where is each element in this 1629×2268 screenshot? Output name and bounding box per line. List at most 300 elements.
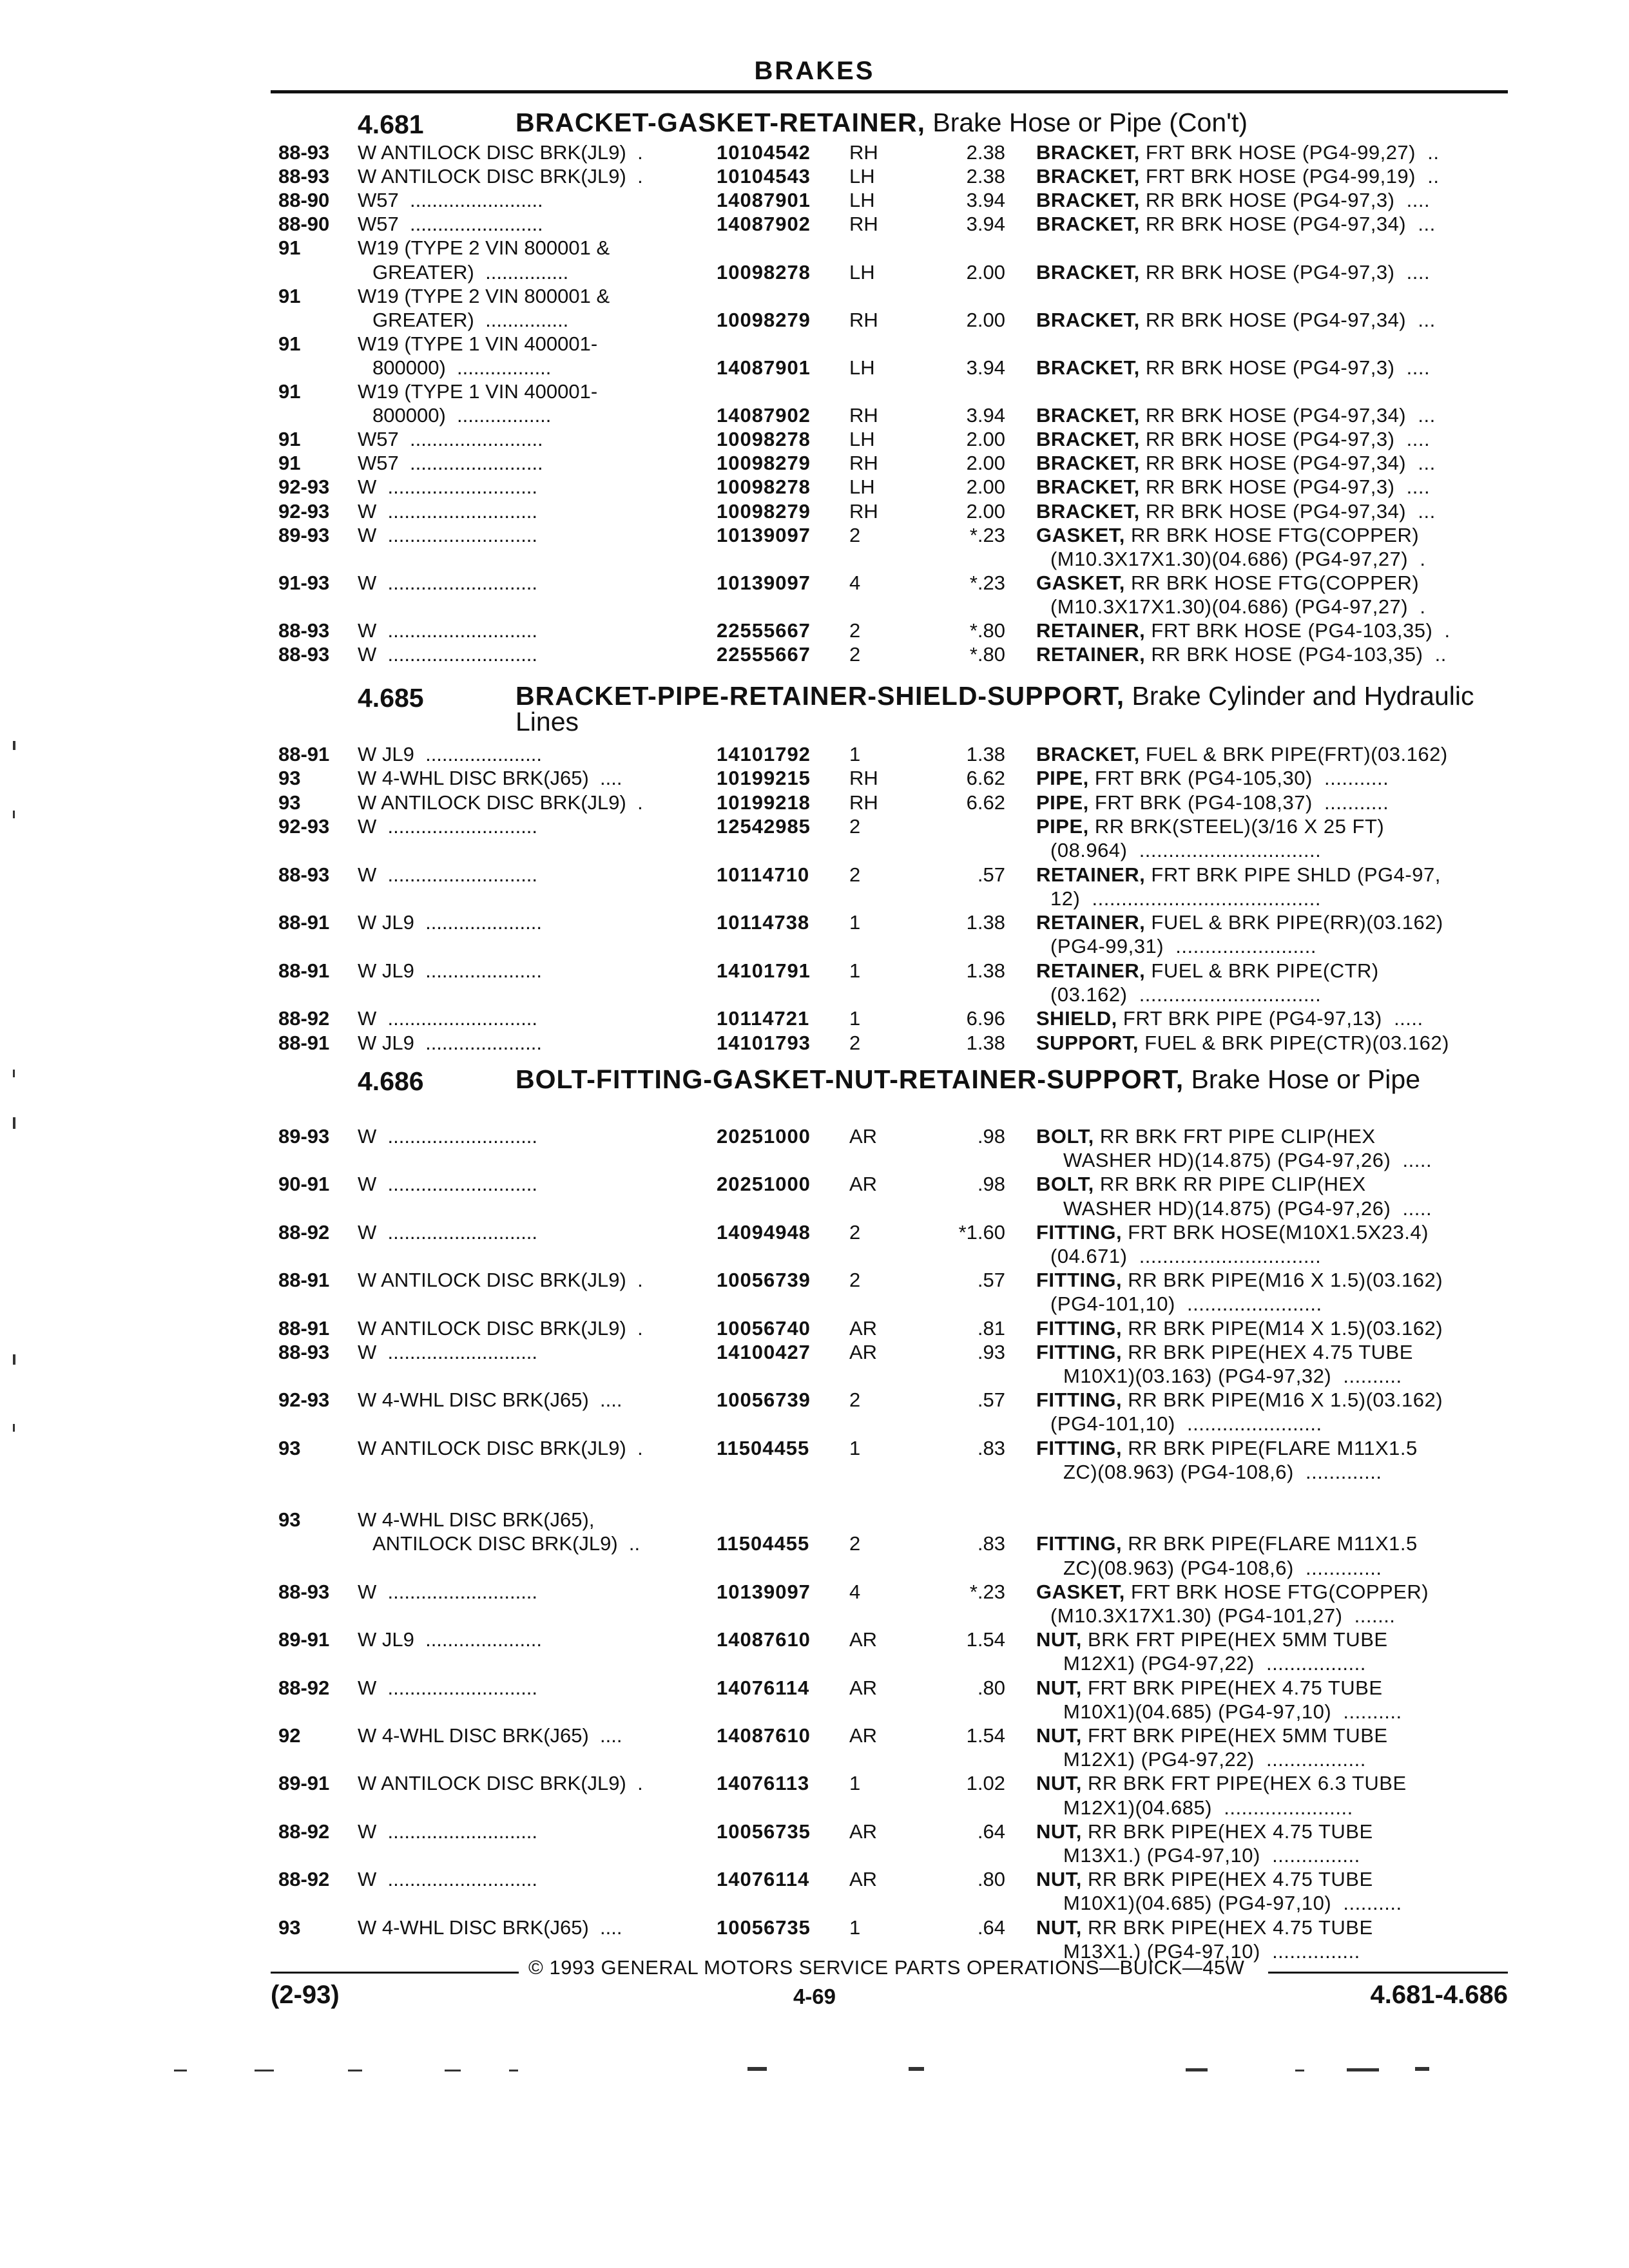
parts-row	[0, 308, 1629, 332]
part-name-continued: (PG4-99,31) ........................	[1050, 935, 1317, 958]
quantity: RH	[849, 452, 878, 475]
model-description-continued: ANTILOCK DISC BRK(JL9) ..	[372, 1532, 641, 1555]
model-description: W ...........................	[358, 476, 538, 499]
parts-row	[0, 619, 1629, 642]
price: 2.00	[966, 260, 1005, 284]
price: 1.02	[966, 1772, 1005, 1795]
part-name	[1036, 427, 1430, 451]
parts-row	[0, 236, 1629, 260]
part-name-continued: (M10.3X17X1.30) (PG4-101,27) .......	[1050, 1604, 1396, 1627]
part-name-keyword: BRACKET,	[1036, 404, 1140, 427]
parts-row	[0, 1172, 1629, 1196]
part-name-detail: RR BRK PIPE(M16 X 1.5)(03.162)	[1122, 1269, 1443, 1292]
scan-mark	[1415, 2067, 1429, 2071]
part-name	[1036, 791, 1389, 814]
part-name-continued: M12X1)(04.685) ......................	[1063, 1796, 1353, 1819]
quantity: 2	[849, 1389, 861, 1412]
parts-row	[0, 140, 1629, 164]
price: *.80	[969, 643, 1005, 666]
quantity: RH	[849, 141, 878, 164]
part-name-continued: M12X1) (PG4-97,22) .................	[1063, 1748, 1366, 1771]
quantity: AR	[849, 1316, 878, 1340]
price: 2.00	[966, 428, 1005, 451]
scan-mark	[255, 2070, 274, 2071]
part-name	[1036, 1124, 1376, 1148]
section-title	[516, 1066, 1495, 1092]
model-description: W ...........................	[358, 499, 538, 523]
quantity: 1	[849, 911, 861, 934]
parts-row	[0, 1031, 1629, 1055]
part-number: 10056740	[717, 1316, 811, 1340]
model-years: 88-92	[278, 1676, 330, 1699]
part-number: 10056735	[717, 1820, 811, 1843]
part-name-keyword: BRACKET,	[1036, 308, 1140, 331]
part-name-continued: (08.964) ...............................	[1050, 839, 1322, 862]
part-number: 10098279	[717, 308, 811, 331]
price: .57	[977, 863, 1005, 886]
part-name	[1036, 1031, 1449, 1055]
part-name-keyword: FITTING,	[1036, 1220, 1123, 1244]
part-name-detail: RR BRK PIPE(HEX 4.75 TUBE	[1122, 1340, 1413, 1363]
parts-row	[0, 1460, 1629, 1484]
quantity: LH	[849, 428, 875, 451]
quantity: LH	[849, 356, 875, 379]
price: .98	[977, 1173, 1005, 1196]
parts-row	[0, 766, 1629, 790]
parts-row	[0, 910, 1629, 934]
model-description: W ANTILOCK DISC BRK(JL9) .	[358, 1269, 643, 1292]
model-description: W JL9 .....................	[358, 1031, 542, 1054]
part-number: 14087610	[717, 1724, 811, 1747]
part-name-continued: ZC)(08.963) (PG4-108,6) .............	[1063, 1460, 1382, 1483]
model-description: W57 ........................	[358, 428, 543, 451]
footer-page-number: 4-69	[793, 1984, 836, 2008]
part-name	[1036, 212, 1436, 236]
part-number: 11504455	[717, 1436, 810, 1459]
part-name-detail: RR BRK HOSE (PG4-97,34) ...	[1139, 499, 1436, 523]
part-name-continued: M13X1.) (PG4-97,10) ...............	[1063, 1844, 1360, 1867]
part-name-detail: FRT BRK HOSE (PG4-99,27) ..	[1139, 141, 1440, 164]
quantity: LH	[849, 189, 875, 212]
parts-row	[0, 475, 1629, 499]
part-name-keyword: RETAINER,	[1036, 643, 1146, 666]
part-name	[1036, 1820, 1373, 1843]
price: 2.38	[966, 165, 1005, 188]
part-name-continued: 12) .......................................	[1050, 887, 1321, 910]
quantity: 1	[849, 1772, 861, 1795]
quantity: 2	[849, 1220, 861, 1244]
section-title	[516, 683, 1495, 735]
model-years: 91	[278, 332, 301, 355]
parts-row	[0, 1891, 1629, 1915]
quantity: RH	[849, 791, 878, 814]
part-name-keyword: BRACKET,	[1036, 452, 1140, 475]
part-name-keyword: BRACKET,	[1036, 165, 1140, 188]
part-name-keyword: NUT,	[1036, 1916, 1082, 1939]
part-name-detail: FRT BRK PIPE SHLD (PG4-97,	[1145, 863, 1441, 886]
quantity: 4	[849, 1580, 861, 1603]
part-name-keyword: GASKET,	[1036, 523, 1125, 546]
price: .64	[977, 1820, 1005, 1843]
part-name	[1036, 1268, 1443, 1292]
part-number: 10098278	[717, 428, 811, 451]
part-name	[1036, 619, 1451, 642]
parts-row	[0, 1604, 1629, 1628]
model-description: W ...........................	[358, 1580, 538, 1603]
price: 2.00	[966, 308, 1005, 331]
model-years: 89-93	[278, 523, 330, 546]
header-rule	[271, 90, 1508, 93]
quantity: RH	[849, 308, 878, 331]
model-description: W19 (TYPE 2 VIN 800001 &	[358, 284, 610, 307]
model-description: W 4-WHL DISC BRK(J65) ....	[358, 1724, 622, 1747]
part-name-detail: FUEL & BRK PIPE(CTR)(03.162)	[1139, 1031, 1449, 1054]
part-name	[1036, 814, 1384, 838]
part-number: 14076114	[717, 1868, 810, 1891]
price: .98	[977, 1125, 1005, 1148]
parts-row	[0, 1700, 1629, 1724]
part-name-continued: (M10.3X17X1.30)(04.686) (PG4-97,27) .	[1050, 547, 1426, 570]
model-description: W JL9 .....................	[358, 1628, 542, 1651]
model-description: W ...........................	[358, 571, 538, 594]
model-description: W ...........................	[358, 1820, 538, 1843]
part-number: 10104542	[717, 141, 811, 164]
model-years: 92-93	[278, 1389, 330, 1412]
part-name	[1036, 1340, 1413, 1364]
parts-row	[0, 887, 1629, 910]
model-description: W19 (TYPE 2 VIN 800001 &	[358, 236, 610, 260]
parts-row	[0, 934, 1629, 958]
price: 2.00	[966, 452, 1005, 475]
quantity: LH	[849, 476, 875, 499]
model-description: W ANTILOCK DISC BRK(JL9) .	[358, 1772, 643, 1795]
quantity: LH	[849, 165, 875, 188]
model-description-continued: GREATER) ...............	[372, 308, 569, 331]
quantity: 2	[849, 814, 861, 838]
model-years: 88-93	[278, 863, 330, 886]
part-number: 14087901	[717, 356, 811, 379]
part-name-keyword: FITTING,	[1036, 1389, 1123, 1412]
part-number: 14101793	[717, 1031, 811, 1054]
part-name-detail: FRT BRK HOSE(M10X1.5X23.4)	[1122, 1220, 1429, 1244]
part-name	[1036, 1724, 1388, 1747]
section-number: 4.686	[358, 1066, 424, 1096]
price: *.23	[969, 523, 1005, 546]
parts-row	[0, 959, 1629, 983]
part-number: 14100427	[717, 1340, 811, 1363]
price: 2.00	[966, 476, 1005, 499]
section-title-main: BRACKET-PIPE-RETAINER-SHIELD-SUPPORT,	[516, 681, 1125, 711]
part-number: 20251000	[717, 1125, 811, 1148]
part-name-detail: FRT BRK HOSE FTG(COPPER)	[1124, 1580, 1429, 1603]
part-number: 11504455	[717, 1532, 810, 1555]
quantity: 2	[849, 523, 861, 546]
model-years: 91	[278, 452, 301, 475]
part-name-detail: RR BRK HOSE (PG4-97,34) ...	[1139, 308, 1436, 331]
part-name-detail: RR BRK HOSE (PG4-97,3) ....	[1139, 189, 1431, 212]
model-description: W ANTILOCK DISC BRK(JL9) .	[358, 1316, 643, 1340]
parts-row	[0, 742, 1629, 766]
price: 2.38	[966, 141, 1005, 164]
quantity: LH	[849, 260, 875, 284]
parts-row	[0, 1820, 1629, 1843]
parts-row	[0, 1196, 1629, 1220]
model-description: W ANTILOCK DISC BRK(JL9) .	[358, 141, 643, 164]
model-years: 88-93	[278, 619, 330, 642]
model-years: 88-91	[278, 1031, 330, 1054]
part-name	[1036, 1867, 1373, 1891]
parts-row	[0, 1580, 1629, 1604]
part-name-continued: (PG4-101,10) .......................	[1050, 1293, 1322, 1316]
part-name-detail: RR BRK HOSE (PG4-97,3) ....	[1139, 476, 1431, 499]
scan-mark	[509, 2070, 518, 2071]
part-name-keyword: RETAINER,	[1036, 619, 1146, 642]
price: *.80	[969, 619, 1005, 642]
price: 1.38	[966, 743, 1005, 765]
parts-row	[0, 1340, 1629, 1364]
part-number: 10098278	[717, 260, 811, 284]
part-name-continued: (M10.3X17X1.30)(04.686) (PG4-97,27) .	[1050, 595, 1426, 618]
parts-row	[0, 1796, 1629, 1820]
part-name	[1036, 1220, 1429, 1244]
parts-row	[0, 1508, 1629, 1532]
parts-row	[0, 1316, 1629, 1340]
part-name-keyword: BRACKET,	[1036, 428, 1140, 451]
parts-row	[0, 1006, 1629, 1030]
part-name-keyword: RETAINER,	[1036, 959, 1146, 982]
part-name	[1036, 1676, 1383, 1700]
quantity: 1	[849, 1916, 861, 1939]
part-name-continued: WASHER HD)(14.875) (PG4-97,26) .....	[1063, 1196, 1432, 1220]
part-name-continued: M10X1)(04.685) (PG4-97,10) ..........	[1063, 1892, 1402, 1915]
parts-row	[0, 1412, 1629, 1436]
model-description: W57 ........................	[358, 213, 543, 236]
part-name-detail: RR BRK(STEEL)(3/16 X 25 FT)	[1088, 814, 1385, 838]
part-name-detail: FRT BRK PIPE (PG4-97,13) .....	[1117, 1007, 1423, 1030]
price: 6.62	[966, 767, 1005, 790]
scan-mark	[13, 1117, 15, 1129]
scan-mark	[1347, 2068, 1379, 2071]
parts-row	[0, 791, 1629, 814]
price: .81	[977, 1316, 1005, 1340]
parts-row	[0, 164, 1629, 188]
model-description: W57 ........................	[358, 452, 543, 475]
section-title-rest: Brake Hose or Pipe (Con't)	[925, 108, 1248, 137]
part-name	[1036, 140, 1439, 164]
model-years: 92-93	[278, 499, 330, 523]
part-name-detail: RR BRK HOSE (PG4-97,3) ....	[1139, 260, 1431, 284]
model-description: W19 (TYPE 1 VIN 400001-	[358, 332, 598, 355]
quantity: 1	[849, 1007, 861, 1030]
footer-section-range: 4.681-4.686	[1370, 1981, 1508, 2009]
model-years: 89-91	[278, 1772, 330, 1795]
part-name	[1036, 356, 1430, 380]
quantity: AR	[849, 1340, 878, 1363]
price: 3.94	[966, 404, 1005, 427]
quantity: 2	[849, 643, 861, 666]
part-name-keyword: BRACKET,	[1036, 141, 1140, 164]
model-description: W ...........................	[358, 1007, 538, 1030]
model-years: 88-92	[278, 1007, 330, 1030]
parts-row	[0, 1532, 1629, 1555]
parts-row	[0, 1676, 1629, 1700]
model-years: 93	[278, 1916, 301, 1939]
model-description: W ...........................	[358, 1676, 538, 1699]
part-name-detail: RR BRK FRT PIPE(HEX 6.3 TUBE	[1081, 1772, 1407, 1795]
part-name-keyword: SHIELD,	[1036, 1007, 1117, 1030]
part-name	[1036, 499, 1436, 523]
model-description: W ...........................	[358, 814, 538, 838]
part-name-keyword: BRACKET,	[1036, 260, 1140, 284]
part-number: 10098279	[717, 452, 811, 475]
part-name-detail: RR BRK HOSE (PG4-97,3) ....	[1139, 428, 1431, 451]
part-number: 10139097	[717, 571, 811, 594]
part-name	[1036, 1628, 1388, 1651]
footer-copyright: © 1993 GENERAL MOTORS SERVICE PARTS OPERATIONS—BUICK—45W	[528, 1956, 1245, 1979]
part-name-keyword: NUT,	[1036, 1628, 1082, 1651]
part-name-keyword: FITTING,	[1036, 1532, 1123, 1555]
quantity: RH	[849, 404, 878, 427]
parts-row	[0, 499, 1629, 523]
part-number: 14087901	[717, 189, 811, 212]
quantity: 2	[849, 1532, 861, 1555]
part-name-keyword: BRACKET,	[1036, 189, 1140, 212]
quantity: RH	[849, 767, 878, 790]
parts-row	[0, 1747, 1629, 1771]
scan-mark	[13, 1424, 15, 1432]
part-name-keyword: NUT,	[1036, 1772, 1082, 1795]
part-name-keyword: BRACKET,	[1036, 476, 1140, 499]
parts-row	[0, 260, 1629, 284]
model-years: 89-93	[278, 1125, 330, 1148]
page-header-title: BRAKES	[754, 57, 875, 85]
model-description: W ...........................	[358, 1125, 538, 1148]
parts-row	[0, 1628, 1629, 1651]
model-description: W JL9 .....................	[358, 911, 542, 934]
part-name-continued: ZC)(08.963) (PG4-108,6) .............	[1063, 1556, 1382, 1579]
scan-mark	[348, 2070, 362, 2071]
price: 2.00	[966, 499, 1005, 523]
quantity: AR	[849, 1868, 878, 1891]
quantity: AR	[849, 1125, 878, 1148]
part-name-detail: RR BRK HOSE (PG4-97,34) ...	[1139, 452, 1436, 475]
quantity: 4	[849, 571, 861, 594]
parts-row	[0, 451, 1629, 475]
scan-mark	[13, 741, 15, 750]
parts-row	[0, 1771, 1629, 1795]
price: 1.38	[966, 911, 1005, 934]
part-name-keyword: PIPE,	[1036, 767, 1089, 790]
model-years: 93	[278, 1436, 301, 1459]
model-description-continued: 800000) .................	[372, 404, 552, 427]
part-name	[1036, 164, 1439, 188]
model-description: W ...........................	[358, 1220, 538, 1244]
parts-row	[0, 284, 1629, 308]
part-name	[1036, 1388, 1443, 1412]
part-name-detail: FUEL & BRK PIPE(CTR)	[1145, 959, 1379, 982]
parts-row	[0, 356, 1629, 380]
model-description: W 4-WHL DISC BRK(J65) ....	[358, 767, 622, 790]
part-name-keyword: GASKET,	[1036, 1580, 1125, 1603]
part-name-keyword: BOLT,	[1036, 1173, 1094, 1196]
parts-row	[0, 863, 1629, 887]
price: .83	[977, 1532, 1005, 1555]
footer-rule-right	[1268, 1972, 1508, 1974]
part-name-keyword: BRACKET,	[1036, 356, 1140, 379]
parts-row	[0, 1292, 1629, 1316]
parts-row	[0, 188, 1629, 212]
part-name-keyword: PIPE,	[1036, 814, 1089, 838]
part-number: 14087902	[717, 213, 811, 236]
model-years: 88-93	[278, 643, 330, 666]
part-name-continued: M13X1.) (PG4-97,10) ...............	[1063, 1939, 1360, 1963]
section-title-main: BOLT-FITTING-GASKET-NUT-RETAINER-SUPPORT,	[516, 1064, 1184, 1094]
part-name	[1036, 863, 1441, 887]
model-description: W ...........................	[358, 523, 538, 546]
price: 3.94	[966, 189, 1005, 212]
model-years: 91	[278, 380, 301, 403]
part-name-detail: FRT BRK (PG4-105,30) ...........	[1088, 767, 1389, 790]
part-name-detail: FRT BRK (PG4-108,37) ...........	[1088, 791, 1389, 814]
parts-row	[0, 380, 1629, 403]
part-name-detail: RR BRK RR PIPE CLIP(HEX	[1094, 1173, 1366, 1196]
part-name-continued: M12X1) (PG4-97,22) .................	[1063, 1652, 1366, 1675]
section-number: 4.685	[358, 683, 424, 713]
part-number: 10114738	[717, 911, 810, 934]
quantity: 1	[849, 743, 861, 765]
parts-row	[0, 1843, 1629, 1867]
quantity: AR	[849, 1173, 878, 1196]
quantity: AR	[849, 1820, 878, 1843]
part-name	[1036, 188, 1430, 212]
parts-row	[0, 642, 1629, 666]
price: *1.60	[958, 1220, 1005, 1244]
model-description-continued: GREATER) ...............	[372, 260, 569, 284]
model-years: 88-91	[278, 1269, 330, 1292]
part-name-keyword: NUT,	[1036, 1676, 1082, 1699]
scan-mark	[445, 2070, 461, 2071]
part-name-detail: RR BRK PIPE(M14 X 1.5)(03.162)	[1122, 1316, 1443, 1340]
price: .83	[977, 1436, 1005, 1459]
parts-row	[0, 814, 1629, 838]
scan-mark	[1295, 2070, 1304, 2071]
model-years: 91	[278, 236, 301, 260]
part-number: 10114710	[717, 863, 810, 886]
quantity: 1	[849, 959, 861, 982]
price: .64	[977, 1916, 1005, 1939]
quantity: RH	[849, 213, 878, 236]
price: .93	[977, 1340, 1005, 1363]
price: 1.38	[966, 1031, 1005, 1054]
parts-row	[0, 1867, 1629, 1891]
parts-row	[0, 838, 1629, 862]
model-years: 93	[278, 767, 301, 790]
part-name-keyword: RETAINER,	[1036, 863, 1146, 886]
part-name-detail: FRT BRK HOSE (PG4-103,35) .	[1145, 619, 1451, 642]
parts-row	[0, 523, 1629, 547]
price: .57	[977, 1389, 1005, 1412]
part-name	[1036, 959, 1379, 983]
parts-row	[0, 1244, 1629, 1268]
part-number: 10056739	[717, 1269, 811, 1292]
part-name	[1036, 1771, 1407, 1795]
part-name-continued: WASHER HD)(14.875) (PG4-97,26) .....	[1063, 1149, 1432, 1172]
quantity: 2	[849, 619, 861, 642]
part-name	[1036, 523, 1419, 547]
price: *.23	[969, 571, 1005, 594]
model-years: 91	[278, 428, 301, 451]
part-name-keyword: BRACKET,	[1036, 743, 1140, 765]
